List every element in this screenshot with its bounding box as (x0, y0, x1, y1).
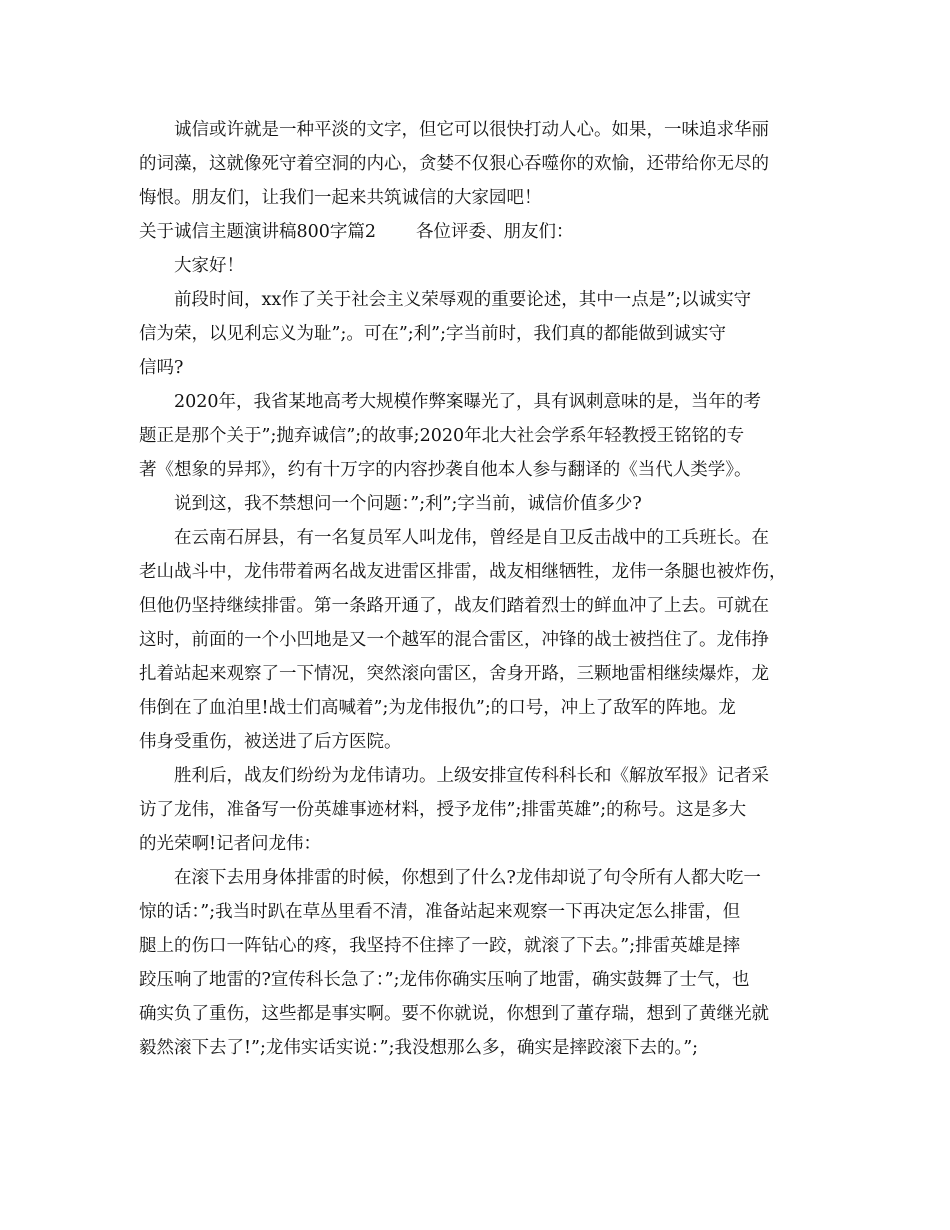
paragraph-line: 跤压响了地雷的?宣传科长急了：”;龙伟你确实压响了地雷，确实鼓舞了士气，也 (139, 970, 750, 990)
greeting: 大家好！ (174, 256, 244, 276)
paragraph-line: 信为荣，以见利忘义为耻”;。可在”;利”;字当前时，我们真的都能做到诚实守 (139, 324, 727, 344)
paragraph-line: 著《想象的异邦》，约有十万字的内容抄袭自他本人参与翻译的《当代人类学》。 (139, 460, 752, 480)
section-title: 关于诚信主题演讲稿800字篇2 (139, 222, 377, 242)
paragraph-line: 悔恨。朋友们，让我们一起来共筑诚信的大家园吧！ (139, 188, 542, 208)
paragraph-line: 信吗? (139, 358, 184, 378)
paragraph-line: 访了龙伟，准备写一份英雄事迹材料，授予龙伟”;排雷英雄”;的称号。这是多大 (139, 800, 747, 820)
paragraph-line: 腿上的伤口一阵钻心的疼，我坚持不住摔了一跤，就滚了下去。”;排雷英雄是摔 (139, 936, 741, 956)
document-body (139, 113, 819, 1065)
section-heading-line (139, 215, 819, 249)
paragraph-line: 伟倒在了血泊里!战士们高喊着”;为龙伟报仇”;的口号，冲上了敌军的阵地。龙 (139, 698, 736, 718)
paragraph-line: 前段时间，xx作了关于社会主义荣辱观的重要论述，其中一点是”;以诚实守 (174, 290, 752, 310)
paragraph-line: 2020年，我省某地高考大规模作弊案曝光了，具有讽刺意味的是，当年的考 (174, 392, 762, 412)
paragraph-line: 这时，前面的一个小凹地是又一个越军的混合雷区，冲锋的战士被挡住了。龙伟挣 (139, 630, 769, 650)
paragraph-line: 的光荣啊!记者问龙伟： (139, 834, 322, 854)
paragraph-line: 老山战斗中，龙伟带着两名战友进雷区排雷，战友相继牺牲，龙伟一条腿也被炸伤， (139, 562, 787, 582)
paragraph-line: 胜利后，战友们纷纷为龙伟请功。上级安排宣传科科长和《解放军报》记者采 (174, 766, 769, 786)
paragraph-line: 在云南石屏县，有一名复员军人叫龙伟，曾经是自卫反击战中的工兵班长。在 (174, 528, 769, 548)
paragraph-line: 确实负了重伤，这些都是事实啊。要不你就说，你想到了董存瑞，想到了黄继光就 (139, 1004, 769, 1024)
paragraph-line: 但他仍坚持继续排雷。第一条路开通了，战友们踏着烈士的鲜血冲了上去。可就在 (139, 596, 769, 616)
paragraph-line: 题正是那个关于”;抛弃诚信”;的故事;2020年北大社会学系年轻教授王铭铭的专 (139, 426, 745, 446)
paragraph-line: 扎着站起来观察了一下情况，突然滚向雷区，舍身开路，三颗地雷相继续爆炸，龙 (139, 664, 769, 684)
paragraph-line: 惊的话：”;我当时趴在草丛里看不清，准备站起来观察一下再决定怎么排雷，但 (139, 902, 741, 922)
salutation: 各位评委、朋友们： (416, 222, 574, 242)
paragraph-line: 在滚下去用身体排雷的时候，你想到了什么?龙伟却说了句令所有人都大吃一 (174, 868, 761, 888)
paragraph-line: 的词藻，这就像死守着空洞的内心，贪婪不仅狠心吞噬你的欢愉，还带给你无尽的 (139, 154, 769, 174)
paragraph-line: 诚信或许就是一种平淡的文字，但它可以很快打动人心。如果，一味追求华丽 (174, 120, 769, 140)
paragraph-line: 说到这，我不禁想问一个问题：”;利”;字当前，诚信价值多少? (174, 494, 642, 514)
paragraph-line: 伟身受重伤，被送进了后方医院。 (139, 732, 402, 752)
paragraph-line: 毅然滚下去了!”;龙伟实话实说：”;我没想那么多，确实是摔跤滚下去的。”; (139, 1038, 699, 1058)
